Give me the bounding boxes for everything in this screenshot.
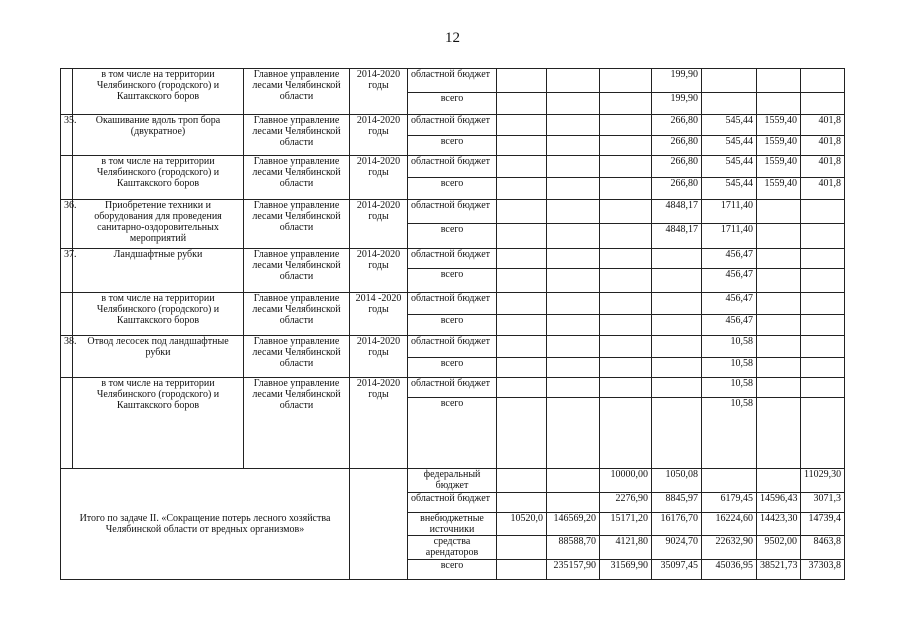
value-cell	[600, 293, 652, 315]
row-index: 38.	[61, 335, 73, 377]
value-cell	[547, 93, 600, 115]
value-cell	[757, 398, 801, 469]
table-row	[61, 115, 845, 135]
value-cell	[757, 200, 801, 224]
responsible-org: Главное управление лесами Челябинской области	[244, 335, 350, 377]
funding-source: всего	[408, 93, 497, 115]
total-value	[757, 468, 801, 492]
value-cell	[547, 335, 600, 357]
value-cell	[801, 69, 845, 93]
value-cell: 1559,40	[757, 115, 801, 135]
period-years: 2014 -2020 годы	[350, 293, 408, 335]
value-cell	[652, 357, 702, 377]
value-cell	[497, 135, 547, 155]
funding-source: областной бюджет	[408, 377, 497, 397]
page-number: 12	[445, 30, 460, 46]
value-cell: 1559,40	[757, 178, 801, 200]
funding-source: всего	[408, 224, 497, 248]
value-cell	[497, 200, 547, 224]
value-cell	[600, 335, 652, 357]
table-row	[61, 335, 845, 357]
value-cell	[497, 115, 547, 135]
total-row	[61, 468, 845, 492]
value-cell	[652, 398, 702, 469]
measure-name: в том числе на территории Челябинского (городского) и Каштакского боров	[73, 293, 244, 335]
funding-source: всего	[408, 357, 497, 377]
measure-name: Отвод лесосек под ландшафтные рубки	[73, 335, 244, 377]
value-cell	[652, 377, 702, 397]
period-years: 2014-2020 годы	[350, 377, 408, 468]
value-cell	[547, 398, 600, 469]
value-cell	[801, 398, 845, 469]
row-index	[61, 377, 73, 468]
value-cell: 199,90	[652, 93, 702, 115]
period-years: 2014-2020 годы	[350, 69, 408, 115]
total-value: 45036,95	[702, 559, 757, 579]
value-cell	[600, 69, 652, 93]
value-cell	[757, 268, 801, 292]
value-cell	[757, 377, 801, 397]
total-value: 8845,97	[652, 493, 702, 513]
total-value: 14739,4	[801, 513, 845, 536]
total-value: 9502,00	[757, 536, 801, 559]
table-row	[61, 200, 845, 224]
value-cell: 1559,40	[757, 155, 801, 177]
value-cell	[801, 268, 845, 292]
measure-name: в том числе на территории Челябинского (городского) и Каштакского боров	[73, 155, 244, 199]
value-cell	[547, 377, 600, 397]
total-value: 3071,3	[801, 493, 845, 513]
value-cell	[497, 315, 547, 335]
period-years: 2014-2020 годы	[350, 200, 408, 248]
measure-name: в том числе на территории Челябинского (городского) и Каштакского боров	[73, 69, 244, 115]
measure-name: Ландшафтные рубки	[73, 248, 244, 292]
measure-name: Приобретение техники и оборудования для проведения санитарно-оздоровительных мероприятий	[73, 200, 244, 248]
value-cell	[757, 335, 801, 357]
value-cell	[652, 335, 702, 357]
total-value	[702, 468, 757, 492]
table-row	[61, 377, 845, 397]
value-cell	[801, 335, 845, 357]
value-cell	[801, 293, 845, 315]
total-source: внебюджетные источники	[408, 513, 497, 536]
value-cell	[801, 377, 845, 397]
total-source: областной бюджет	[408, 493, 497, 513]
funding-source: всего	[408, 315, 497, 335]
row-index: 35.	[61, 115, 73, 155]
value-cell	[497, 248, 547, 268]
value-cell: 266,80	[652, 178, 702, 200]
value-cell	[497, 357, 547, 377]
value-cell	[497, 335, 547, 357]
value-cell: 545,44	[702, 155, 757, 177]
responsible-org: Главное управление лесами Челябинской области	[244, 155, 350, 199]
value-cell	[497, 398, 547, 469]
value-cell	[801, 248, 845, 268]
value-cell: 4848,17	[652, 224, 702, 248]
total-value: 1050,08	[652, 468, 702, 492]
value-cell: 545,44	[702, 178, 757, 200]
total-source: федеральный бюджет	[408, 468, 497, 492]
value-cell: 266,80	[652, 115, 702, 135]
row-index	[61, 69, 73, 115]
value-cell: 401,8	[801, 178, 845, 200]
value-cell: 1711,40	[702, 200, 757, 224]
value-cell	[801, 357, 845, 377]
value-cell	[547, 293, 600, 315]
row-index: 36.	[61, 200, 73, 248]
responsible-org: Главное управление лесами Челябинской области	[244, 69, 350, 115]
period-years: 2014-2020 годы	[350, 115, 408, 155]
value-cell: 456,47	[702, 315, 757, 335]
total-value: 16224,60	[702, 513, 757, 536]
value-cell: 4848,17	[652, 200, 702, 224]
total-value: 4121,80	[600, 536, 652, 559]
total-source: средства арендаторов	[408, 536, 497, 559]
funding-source: областной бюджет	[408, 248, 497, 268]
total-value: 88588,70	[547, 536, 600, 559]
value-cell	[547, 178, 600, 200]
period-years: 2014-2020 годы	[350, 155, 408, 199]
total-value: 14423,30	[757, 513, 801, 536]
value-cell: 10,58	[702, 398, 757, 469]
total-value: 2276,90	[600, 493, 652, 513]
funding-source: всего	[408, 135, 497, 155]
total-value: 35097,45	[652, 559, 702, 579]
total-value: 16176,70	[652, 513, 702, 536]
value-cell	[547, 315, 600, 335]
funding-source: областной бюджет	[408, 69, 497, 93]
value-cell	[652, 293, 702, 315]
value-cell	[600, 93, 652, 115]
responsible-org: Главное управление лесами Челябинской области	[244, 248, 350, 292]
value-cell	[547, 115, 600, 135]
value-cell	[757, 357, 801, 377]
value-cell	[801, 93, 845, 115]
value-cell	[600, 398, 652, 469]
funding-source: областной бюджет	[408, 335, 497, 357]
value-cell	[652, 248, 702, 268]
value-cell	[600, 268, 652, 292]
value-cell	[600, 200, 652, 224]
value-cell	[547, 268, 600, 292]
table-row	[61, 293, 845, 315]
value-cell	[547, 357, 600, 377]
value-cell: 10,58	[702, 357, 757, 377]
value-cell: 401,8	[801, 115, 845, 135]
value-cell	[547, 248, 600, 268]
row-index	[61, 155, 73, 199]
total-value: 11029,30	[801, 468, 845, 492]
value-cell	[757, 248, 801, 268]
table-row	[61, 69, 845, 93]
value-cell	[547, 155, 600, 177]
row-index	[61, 293, 73, 335]
value-cell: 401,8	[801, 155, 845, 177]
total-value: 37303,8	[801, 559, 845, 579]
value-cell	[547, 135, 600, 155]
funding-source: всего	[408, 268, 497, 292]
period-years: 2014-2020 годы	[350, 335, 408, 377]
value-cell: 545,44	[702, 115, 757, 135]
value-cell	[547, 224, 600, 248]
value-cell	[757, 69, 801, 93]
value-cell	[497, 178, 547, 200]
responsible-org: Главное управление лесами Челябинской области	[244, 115, 350, 155]
total-value: 146569,20	[547, 513, 600, 536]
total-value: 10000,00	[600, 468, 652, 492]
value-cell	[497, 377, 547, 397]
funding-source: областной бюджет	[408, 293, 497, 315]
value-cell	[600, 115, 652, 135]
value-cell	[652, 315, 702, 335]
value-cell	[652, 268, 702, 292]
funding-source: областной бюджет	[408, 115, 497, 135]
value-cell	[801, 315, 845, 335]
row-index: 37.	[61, 248, 73, 292]
funding-source: всего	[408, 178, 497, 200]
value-cell	[600, 135, 652, 155]
total-value: 22632,90	[702, 536, 757, 559]
value-cell	[801, 200, 845, 224]
value-cell	[497, 93, 547, 115]
measure-name: Окашивание вдоль троп бора (двукратное)	[73, 115, 244, 155]
value-cell	[702, 69, 757, 93]
measure-name: в том числе на территории Челябинского (городского) и Каштакского боров	[73, 377, 244, 468]
total-value: 15171,20	[600, 513, 652, 536]
total-years-empty	[350, 468, 408, 579]
funding-source: всего	[408, 398, 497, 469]
value-cell	[600, 315, 652, 335]
value-cell	[757, 315, 801, 335]
budget-table	[60, 68, 845, 580]
value-cell	[757, 93, 801, 115]
funding-source: областной бюджет	[408, 200, 497, 224]
value-cell	[600, 224, 652, 248]
value-cell	[497, 69, 547, 93]
total-value	[547, 493, 600, 513]
value-cell	[600, 248, 652, 268]
total-value: 235157,90	[547, 559, 600, 579]
value-cell	[497, 293, 547, 315]
value-cell: 199,90	[652, 69, 702, 93]
total-label: Итого по задаче II. «Сокращение потерь лесного хозяйства Челябинской области от вредных организмов»	[61, 468, 350, 579]
total-value	[497, 559, 547, 579]
value-cell: 456,47	[702, 293, 757, 315]
table-row	[61, 155, 845, 177]
total-value: 10520,0	[497, 513, 547, 536]
value-cell: 266,80	[652, 135, 702, 155]
total-source: всего	[408, 559, 497, 579]
value-cell	[497, 155, 547, 177]
value-cell: 1711,40	[702, 224, 757, 248]
value-cell: 1559,40	[757, 135, 801, 155]
responsible-org: Главное управление лесами Челябинской области	[244, 377, 350, 468]
total-value: 6179,45	[702, 493, 757, 513]
total-value: 8463,8	[801, 536, 845, 559]
table-row	[61, 248, 845, 268]
value-cell	[702, 93, 757, 115]
value-cell	[600, 178, 652, 200]
total-value: 14596,43	[757, 493, 801, 513]
value-cell	[547, 200, 600, 224]
total-value: 38521,73	[757, 559, 801, 579]
period-years: 2014-2020 годы	[350, 248, 408, 292]
total-value	[547, 468, 600, 492]
value-cell	[757, 224, 801, 248]
total-value	[497, 536, 547, 559]
responsible-org: Главное управление лесами Челябинской области	[244, 293, 350, 335]
value-cell	[801, 224, 845, 248]
value-cell	[547, 69, 600, 93]
value-cell: 401,8	[801, 135, 845, 155]
value-cell: 456,47	[702, 268, 757, 292]
value-cell	[600, 357, 652, 377]
total-value	[497, 468, 547, 492]
value-cell: 456,47	[702, 248, 757, 268]
value-cell: 545,44	[702, 135, 757, 155]
total-value: 31569,90	[600, 559, 652, 579]
responsible-org: Главное управление лесами Челябинской области	[244, 200, 350, 248]
value-cell	[757, 293, 801, 315]
total-value: 9024,70	[652, 536, 702, 559]
value-cell: 266,80	[652, 155, 702, 177]
value-cell	[600, 377, 652, 397]
value-cell	[497, 268, 547, 292]
total-value	[497, 493, 547, 513]
value-cell: 10,58	[702, 335, 757, 357]
value-cell: 10,58	[702, 377, 757, 397]
value-cell	[497, 224, 547, 248]
value-cell	[600, 155, 652, 177]
funding-source: областной бюджет	[408, 155, 497, 177]
